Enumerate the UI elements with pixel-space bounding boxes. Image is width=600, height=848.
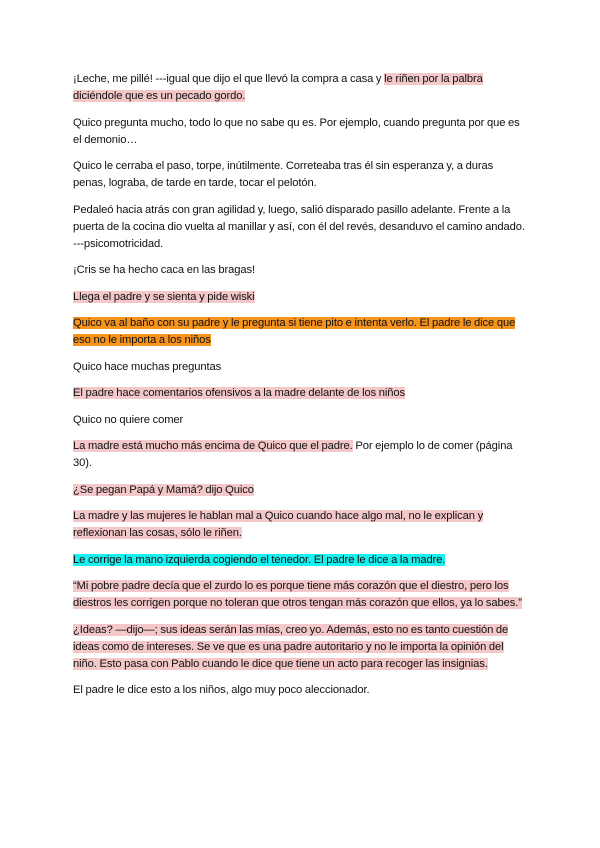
paragraph [73,262,528,279]
highlighted-text: “Mi pobre padre decía que el zurdo lo es porque tiene más corazón que el diestro, pero los diestros les corrigen porque no toleran que otros tengan más corazón que ellos, ya lo sabes.” [73,580,522,609]
highlighted-text: La madre está mucho más encima de Quico que el padre. [73,440,353,452]
paragraph [73,289,528,306]
paragraph-text: Quico pregunta mucho, todo lo que no sabe qu es. Por ejemplo, cuando pregunta por que es el demonio… [73,116,520,146]
paragraph-text: Pedaleó hacia atrás con gran agilidad y, luego, salió disparado pasillo adelante. Frente a la puerta de la cocina dio vuelta al manillar y así, con él del revés, desanduvo el camino andado. ---psicomotricidad. [73,203,525,250]
paragraph [73,115,528,149]
paragraph-text: ¡Leche, me pillé! ---igual que dijo el que llevó la compra a casa y [73,73,385,85]
highlighted-text: Llega el padre y se sienta y pide wiski [73,290,255,303]
paragraph-text: ¡Cris se ha hecho caca en las bragas! [73,264,256,276]
paragraph-text: Quico hace muchas preguntas [73,360,222,373]
paragraph [73,438,528,472]
paragraph-text: Quico no quiere comer [73,413,184,426]
paragraph [73,359,528,376]
highlighted-text: ¿Se pegan Papá y Mamá? dijo Quico [73,483,254,496]
document-body [73,71,528,709]
paragraph-text: Por ejemplo lo de comer (página 30). [73,440,513,469]
highlighted-text: le riñen por la palbra diciéndole que es un pecado gordo. [73,73,483,102]
highlighted-text: La madre y las mujeres le hablan mal a Quico cuando hace algo mal, no le explican y reflexionan las cosas, sólo le riñen. [73,510,484,539]
paragraph-text: El padre le dice esto a los niños, algo muy poco aleccionador. [73,684,370,696]
paragraph [73,158,528,192]
highlighted-text: El padre hace comentarios ofensivos a la madre delante de los niños [73,387,406,399]
paragraph [73,315,528,349]
paragraph [73,412,528,429]
paragraph [73,202,528,253]
paragraph [73,482,528,499]
paragraph-text: Quico le cerraba el paso, torpe, inútilmente. Correteaba tras él sin esperanza y, a duras penas, lograba, de tarde en tarde, tocar el pelotón. [73,160,494,189]
paragraph [73,682,528,699]
paragraph [73,578,528,612]
highlighted-text: ¿Ideas? —dijo—; sus ideas serán las mías, creo yo. Además, esto no es tanto cuestión de ideas como de intereses. Se ve que es una padre autoritario y no le importa la opinión del niño. Esto pasa con Pablo cuando le dice que tiene un acto para recoger las insignias. [73,623,509,670]
paragraph [73,385,528,402]
paragraph [73,552,528,569]
paragraph [73,622,528,673]
paragraph [73,508,528,542]
highlighted-text-cyan: Le corrige la mano izquierda cogiendo el tenedor. El padre le dice a la madre. [73,553,446,566]
highlighted-text-orange: Quico va al baño con su padre y le pregunta si tiene pito e intenta verlo. El padre le dice que eso no le importa a los niños [73,317,516,346]
paragraph [73,71,528,105]
